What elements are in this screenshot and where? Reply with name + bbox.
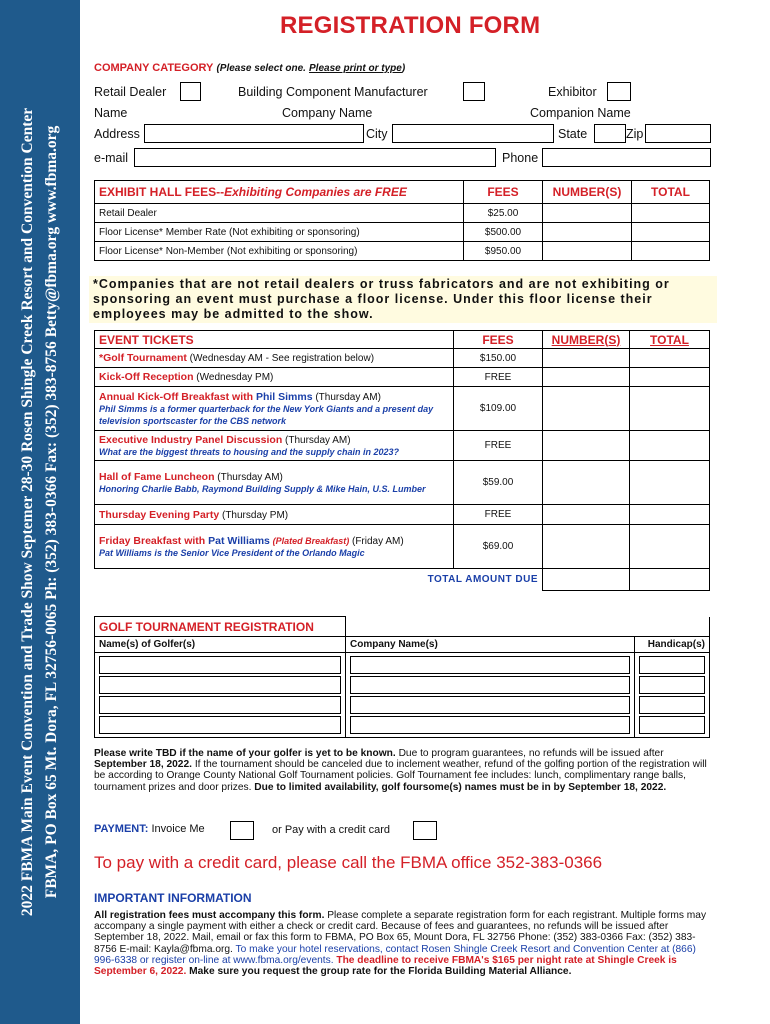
golfer-company-input[interactable] xyxy=(350,716,630,734)
event-row-golf xyxy=(95,349,710,368)
golfer-company-input[interactable] xyxy=(350,696,630,714)
event-golf-cell xyxy=(95,349,454,368)
credit-card-call-note: To pay with a credit card, please call the FBMA office 352-383-0366 xyxy=(94,853,603,872)
golf-note-date: September 18, 2022. xyxy=(94,759,192,771)
event-header-row xyxy=(95,331,710,349)
info-group-rate: Make sure you request the group rate for the Florida Building Material Alliance. xyxy=(186,966,572,978)
invoice-label: Invoice Me xyxy=(151,823,205,835)
state-field[interactable] xyxy=(594,124,626,143)
email-field[interactable] xyxy=(134,148,496,167)
bcm-checkbox[interactable] xyxy=(463,82,485,101)
event-friday-name: Friday Breakfast with xyxy=(99,534,209,547)
credit-card-checkbox[interactable] xyxy=(413,821,437,840)
exhibit-row-label: Retail Dealer xyxy=(95,204,464,223)
info-fees-bold: All registration fees must accompany this form. xyxy=(94,910,325,921)
company-category-label: COMPANY CATEGORY xyxy=(94,62,214,74)
event-party-number-input[interactable] xyxy=(543,505,630,525)
event-friday-sub: Pat Williams is the Senior Vice President of the Orlando Magic xyxy=(99,547,365,558)
golfer-name-input[interactable] xyxy=(99,676,341,694)
event-breakfast-sub: Phil Simms is a former quarterback for the New York Giants and a present day television sportscaster for the CBS network xyxy=(99,403,434,426)
golfer-handicap-input[interactable] xyxy=(639,716,705,734)
event-breakfast-cell xyxy=(95,387,454,431)
exhibit-row-fee: $500.00 xyxy=(464,223,543,242)
info-hotel-link: To make your hotel reservations, contact Rosen Shingle Creek Resort and Convention Center at (866) 996-6338 or register on-line at www.fbma.org/events. xyxy=(94,943,696,966)
golf-note-text-2: If the tournament should be canceled due to inclement weather, refund of the golfing portion of the registration will be according to Orange County National Golf Tournament policies. Golf Tournament fee includes: lunch, complimentary range balls, tournament prizes and door prizes. xyxy=(94,759,707,793)
event-friday-note: (Friday AM) xyxy=(351,535,404,547)
event-friday-speaker: Pat Williams xyxy=(208,534,270,547)
event-row-breakfast xyxy=(95,387,710,431)
event-panel-cell xyxy=(95,431,454,461)
golf-header-row xyxy=(95,637,710,653)
sidebar-text xyxy=(16,12,64,1012)
event-total-row xyxy=(95,569,710,591)
sidebar-line-2: FBMA, PO Box 65 Mt. Dora, FL 32756-0065 Ph: (352) 383-0366 Fax: (352) 383-8756 Betty@fbma.org www.fbma.org xyxy=(43,125,60,899)
exhibit-row-total-input[interactable] xyxy=(632,204,710,223)
golf-policy-note xyxy=(94,748,710,793)
important-info-heading: IMPORTANT INFORMATION xyxy=(94,891,252,905)
exhibit-row xyxy=(95,204,710,223)
exhibit-title xyxy=(95,181,464,204)
golfer-handicap-input[interactable] xyxy=(639,656,705,674)
company-name-label: Company Name xyxy=(282,106,373,120)
state-label: State xyxy=(558,127,588,141)
exhibit-row-label: Floor License* Non-Member (Not exhibiting or sponsoring) xyxy=(95,242,464,261)
event-row-kickoff xyxy=(95,368,710,387)
event-panel-total-input[interactable] xyxy=(630,431,710,461)
golfer-handicap-input[interactable] xyxy=(639,696,705,714)
event-tickets-title: EVENT TICKETS xyxy=(95,331,454,349)
event-panel-fee: FREE xyxy=(454,431,543,461)
bcm-label: Building Component Manufacturer xyxy=(238,85,428,99)
exhibit-title-free: Exhibiting Companies are FREE xyxy=(224,185,407,199)
event-breakfast-fee: $109.00 xyxy=(454,387,543,431)
event-panel-number-input[interactable] xyxy=(543,431,630,461)
exhibit-col-number: NUMBER(S) xyxy=(543,181,632,204)
address-field[interactable] xyxy=(144,124,364,143)
invoice-checkbox[interactable] xyxy=(230,821,254,840)
event-hof-number-input[interactable] xyxy=(543,461,630,505)
golf-note-tbd: Please write TBD if the name of your golfer is yet to be known. xyxy=(94,748,396,759)
golf-names-cell xyxy=(95,653,346,738)
event-tickets-table xyxy=(94,330,710,591)
city-label: City xyxy=(366,127,388,141)
event-panel-note: (Thursday AM) xyxy=(285,434,351,446)
exhibitor-label: Exhibitor xyxy=(548,85,597,99)
golf-company-cell xyxy=(346,653,635,738)
exhibit-row-fee: $25.00 xyxy=(464,204,543,223)
event-kickoff-cell xyxy=(95,368,454,387)
event-breakfast-name: Annual Kick-Off Breakfast with xyxy=(99,390,256,403)
golfer-name-input[interactable] xyxy=(99,656,341,674)
event-golf-fee: $150.00 xyxy=(454,349,543,368)
event-kickoff-total-input[interactable] xyxy=(630,368,710,387)
event-kickoff-number-input[interactable] xyxy=(543,368,630,387)
event-hof-name: Hall of Fame Luncheon xyxy=(99,470,215,483)
event-col-fees: FEES xyxy=(454,331,543,349)
exhibit-fees-table xyxy=(94,180,710,261)
event-hof-total-input[interactable] xyxy=(630,461,710,505)
event-friday-cell xyxy=(95,525,454,569)
exhibitor-checkbox[interactable] xyxy=(607,82,631,101)
event-breakfast-number-input[interactable] xyxy=(543,387,630,431)
exhibit-row-total-input[interactable] xyxy=(632,223,710,242)
floor-license-note: *Companies that are not retail dealers or truss fabricators and are not exhibiting or sponsoring an event must purchase a floor license. Under this floor license their employees may be admitted to the show. xyxy=(89,276,717,323)
event-friday-fee: $69.00 xyxy=(454,525,543,569)
name-label: Name xyxy=(94,106,128,120)
exhibit-row xyxy=(95,242,710,261)
exhibit-row-total-input[interactable] xyxy=(632,242,710,261)
golf-col-company: Company Name(s) xyxy=(346,637,635,653)
event-breakfast-speaker: Phil Simms xyxy=(255,390,313,403)
company-category-note-2: Please print or type xyxy=(309,63,402,74)
event-breakfast-total-input[interactable] xyxy=(630,387,710,431)
email-label: e-mail xyxy=(94,151,129,165)
exhibit-row xyxy=(95,223,710,242)
retail-dealer-label: Retail Dealer xyxy=(94,85,167,99)
golf-title-row xyxy=(95,617,710,637)
golfer-company-input[interactable] xyxy=(350,656,630,674)
companion-name-label: Companion Name xyxy=(530,106,631,120)
event-golf-total-input[interactable] xyxy=(630,349,710,368)
event-breakfast-note: (Thursday AM) xyxy=(315,391,381,403)
event-kickoff-fee: FREE xyxy=(454,368,543,387)
event-hof-note: (Thursday AM) xyxy=(217,471,283,483)
sidebar-line-1: 2022 FBMA Main Event Convention and Trade Show Septemer 28-30 Rosen Shingle Creek Resort and Convention Center xyxy=(19,107,36,917)
event-row-friday xyxy=(95,525,710,569)
golf-note-deadline: Due to limited availability, golf foursome(s) names must be in by September 18, 2022. xyxy=(254,781,667,793)
golf-note-text-1: Due to program guarantees, no refunds will be issued after xyxy=(395,748,664,759)
event-hof-fee: $59.00 xyxy=(454,461,543,505)
event-row-party xyxy=(95,505,710,525)
company-category-note-3: ) xyxy=(401,63,406,74)
event-friday-total-input[interactable] xyxy=(630,525,710,569)
company-category-note: (Please select one. xyxy=(216,63,306,74)
event-golf-number-input[interactable] xyxy=(543,349,630,368)
event-kickoff-name: Kick-Off Reception xyxy=(99,371,194,383)
event-friday-plated: (Plated Breakfast) xyxy=(272,535,350,546)
golfer-handicap-input[interactable] xyxy=(639,676,705,694)
zip-field[interactable] xyxy=(645,124,711,143)
phone-field[interactable] xyxy=(542,148,711,167)
event-panel-name: Executive Industry Panel Discussion xyxy=(99,433,283,446)
golf-title: GOLF TOURNAMENT REGISTRATION xyxy=(95,617,346,637)
event-golf-note: (Wednesday AM - See registration below) xyxy=(189,353,375,364)
sidebar-banner xyxy=(0,0,80,1024)
event-row-hof xyxy=(95,461,710,505)
event-golf-name: *Golf Tournament xyxy=(99,352,187,364)
event-kickoff-note: (Wednesday PM) xyxy=(196,372,274,383)
exhibit-row-number-input[interactable] xyxy=(543,204,632,223)
golf-registration-table xyxy=(94,616,710,738)
golf-title-spacer-2 xyxy=(635,617,710,637)
event-panel-sub: What are the biggest threats to housing and the supply chain in 2023? xyxy=(99,446,400,457)
total-number-input[interactable] xyxy=(543,569,630,591)
event-hof-sub: Honoring Charlie Babb, Raymond Building Supply & Mike Hain, U.S. Lumber xyxy=(99,483,426,494)
exhibit-header-row xyxy=(95,181,710,204)
info-deadline: The deadline to receive FBMA's $165 per night rate at Shingle Creek is September 6, 2022. xyxy=(94,954,677,978)
credit-card-label: or Pay with a credit card xyxy=(272,824,390,836)
exhibit-row-label: Floor License* Member Rate (Not exhibiting or sponsoring) xyxy=(95,223,464,242)
event-party-cell xyxy=(95,505,454,525)
event-friday-number-input[interactable] xyxy=(543,525,630,569)
event-party-fee: FREE xyxy=(454,505,543,525)
golf-entry-rows xyxy=(95,653,710,738)
golf-handicap-cell xyxy=(635,653,710,738)
total-amount-input[interactable] xyxy=(630,569,710,591)
zip-label: Zip xyxy=(626,127,644,141)
golfer-name-input[interactable] xyxy=(99,716,341,734)
golf-title-spacer xyxy=(346,617,635,637)
exhibit-col-fees: FEES xyxy=(464,181,543,204)
page-title: REGISTRATION FORM xyxy=(280,12,541,39)
event-col-total: TOTAL xyxy=(630,331,710,349)
payment-row xyxy=(94,823,205,835)
event-hof-cell xyxy=(95,461,454,505)
retail-dealer-checkbox[interactable] xyxy=(180,82,201,101)
exhibit-row-number-input[interactable] xyxy=(543,223,632,242)
exhibit-row-fee: $950.00 xyxy=(464,242,543,261)
company-category-heading xyxy=(94,62,405,74)
event-party-name: Thursday Evening Party xyxy=(99,508,220,521)
event-row-panel xyxy=(95,431,710,461)
exhibit-row-number-input[interactable] xyxy=(543,242,632,261)
address-label: Address xyxy=(94,127,140,141)
golfer-name-input[interactable] xyxy=(99,696,341,714)
exhibit-title-main: EXHIBIT HALL FEES-- xyxy=(99,185,225,199)
important-info-text xyxy=(94,910,710,977)
phone-label: Phone xyxy=(502,151,539,165)
event-party-total-input[interactable] xyxy=(630,505,710,525)
exhibit-col-total: TOTAL xyxy=(632,181,710,204)
payment-label: PAYMENT: xyxy=(94,823,149,835)
golfer-company-input[interactable] xyxy=(350,676,630,694)
golf-col-names: Name(s) of Golfer(s) xyxy=(95,637,346,653)
event-col-number: NUMBER(S) xyxy=(543,331,630,349)
golf-col-handicap: Handicap(s) xyxy=(635,637,710,653)
total-amount-due-label: TOTAL AMOUNT DUE xyxy=(95,569,543,591)
event-party-note: (Thursday PM) xyxy=(221,509,289,521)
info-text: Please complete a separate registration form for each registrant. Multiple forms may accompany a single payment with either a check or credit card. Because of fees and guarantees, no refunds will be issued after September 18, 2022. Mail, email or fax this form to FBMA, PO Box 65, Mount Dora, FL 32756 Phone: (352) 383-0366 Fax: (352) 383-8756 E-mail: Kayla@fbma.org. xyxy=(94,910,707,955)
city-field[interactable] xyxy=(392,124,554,143)
